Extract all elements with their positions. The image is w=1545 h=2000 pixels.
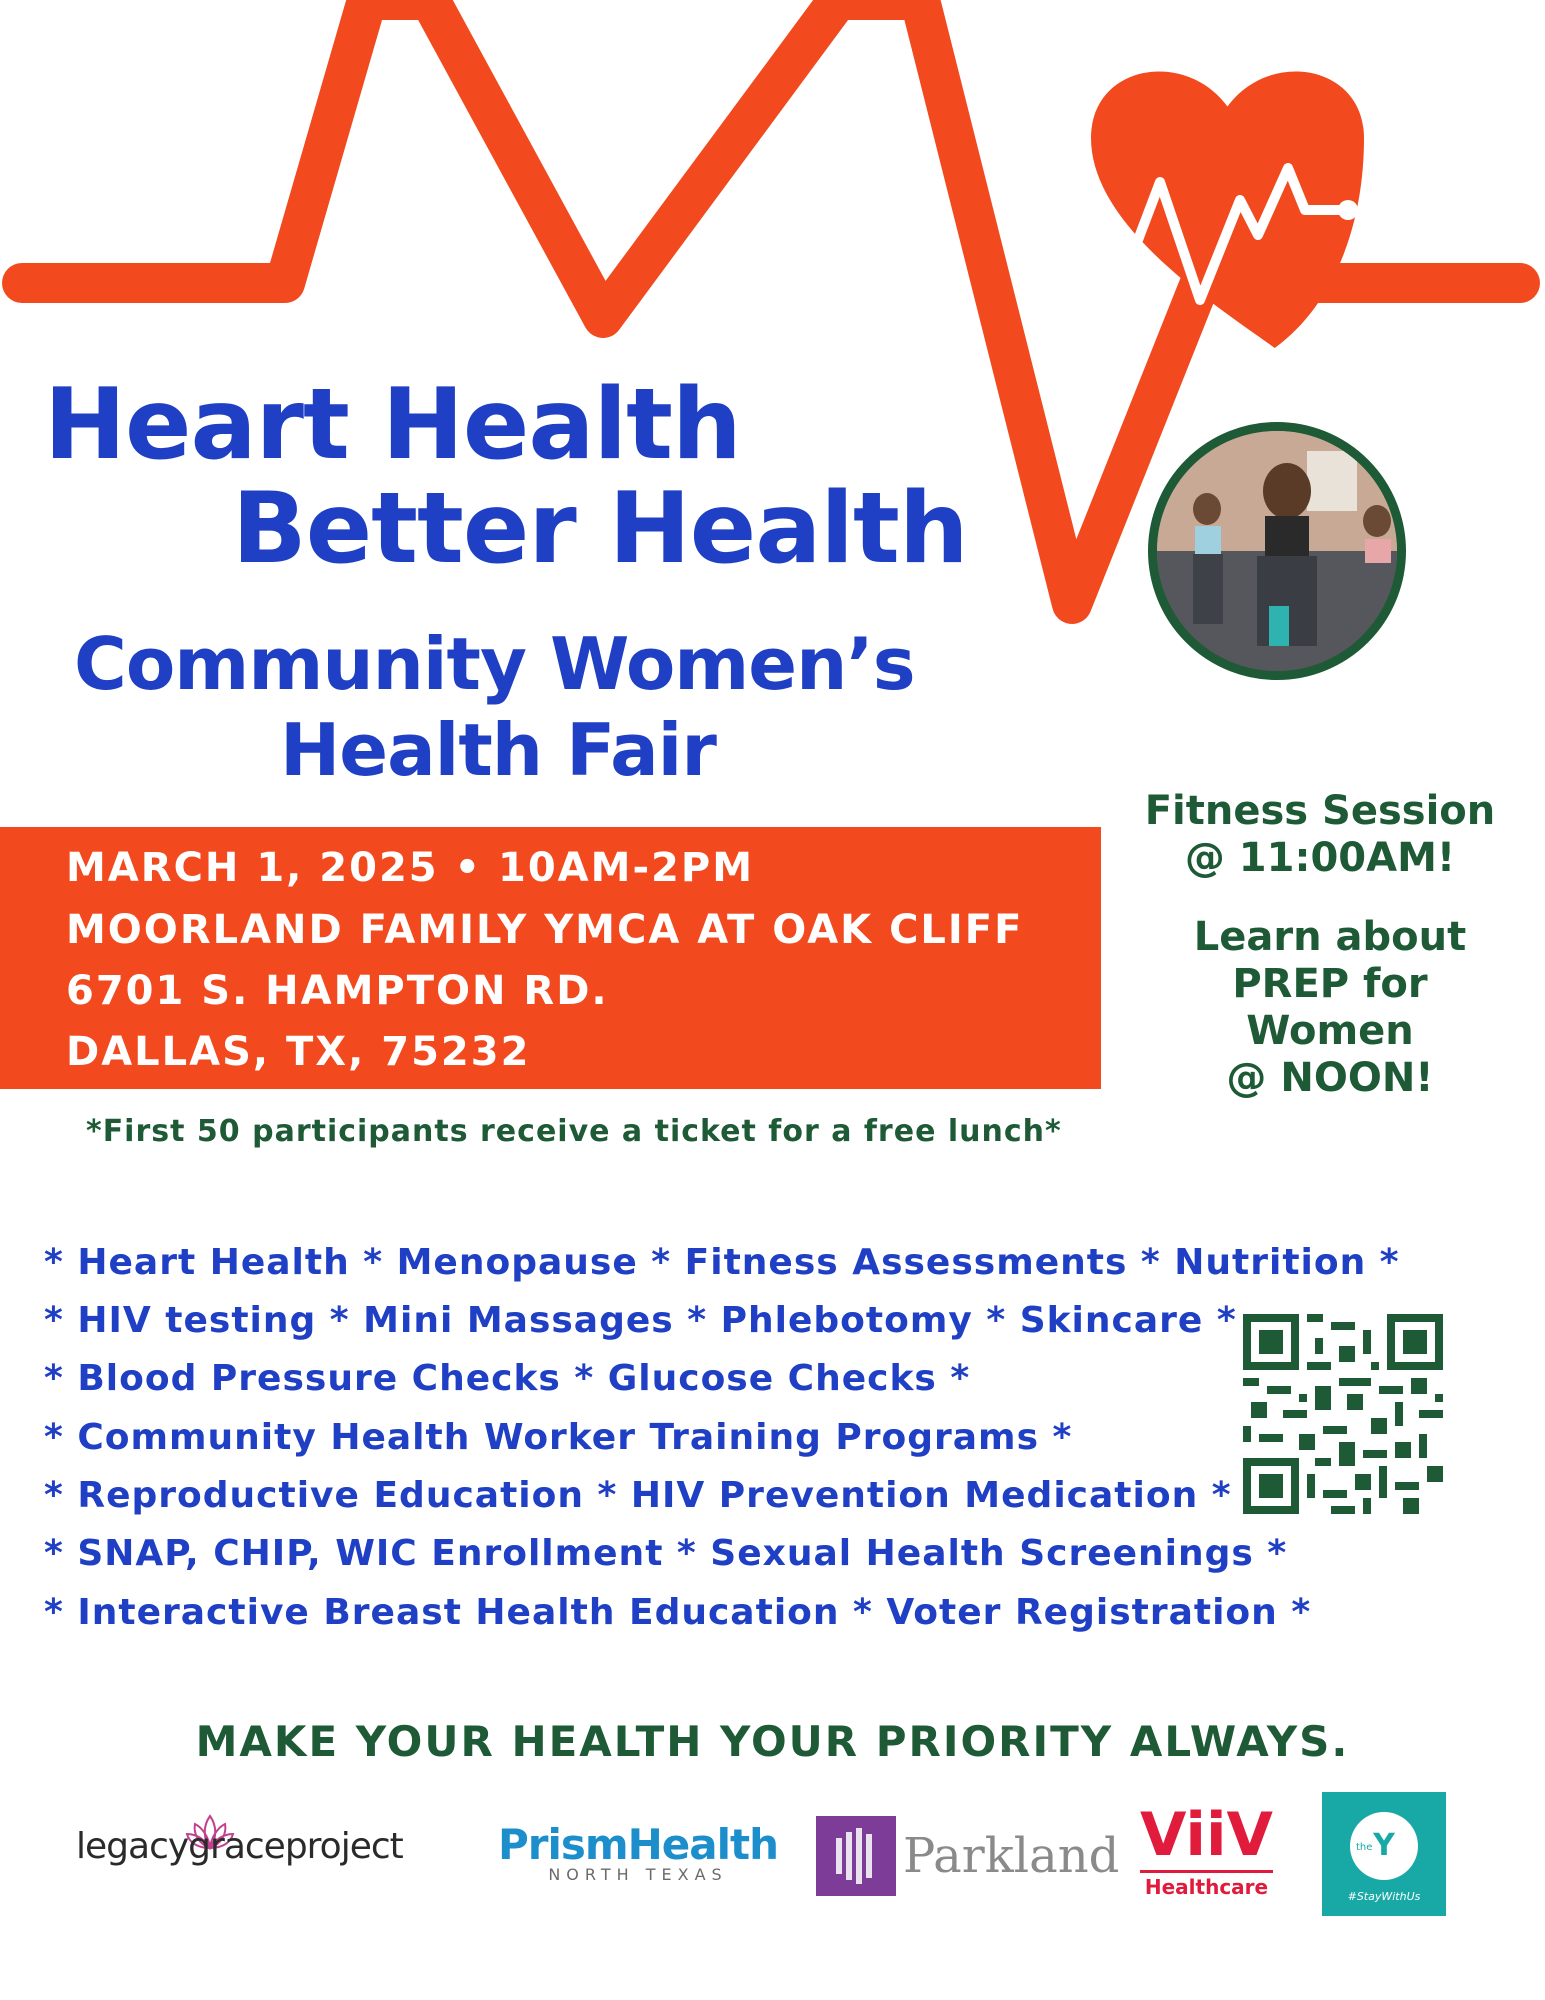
- prism-health-logo: [498, 1820, 778, 1884]
- ymca-the: the: [1356, 1842, 1373, 1853]
- viiv-sub: Healthcare: [1140, 1870, 1273, 1899]
- service-line: * Interactive Breast Health Education * Voter Registration *: [44, 1592, 1312, 1633]
- event-city: DALLAS, TX, 75232: [66, 1029, 531, 1075]
- prism-health-name: PrismHealth: [498, 1820, 779, 1869]
- title-line-2: Better Health: [232, 472, 968, 586]
- legacy-grace-project-logo: legacygraceproject: [76, 1826, 403, 1867]
- fitness-photo-figures: [1157, 431, 1397, 671]
- prep-line-1: Learn about: [1193, 914, 1467, 960]
- viiv-name: ViiV: [1140, 1800, 1273, 1870]
- priority-slogan: MAKE YOUR HEALTH YOUR PRIORITY ALWAYS.: [195, 1717, 1350, 1766]
- event-address: 6701 S. HAMPTON RD.: [66, 968, 609, 1014]
- prism-health-sub: NORTH TEXAS: [548, 1865, 728, 1884]
- ymca-letter: Y: [1373, 1828, 1395, 1863]
- service-line: * HIV testing * Mini Massages * Phlebotomy * Skincare *: [44, 1300, 1237, 1341]
- parkland-logo: Parkland: [903, 1828, 1120, 1884]
- lunch-note: *First 50 participants receive a ticket for a free lunch*: [86, 1114, 1062, 1149]
- fitness-line-1: Fitness Session: [1144, 788, 1496, 834]
- service-line: * SNAP, CHIP, WIC Enrollment * Sexual Health Screenings *: [44, 1533, 1288, 1574]
- prep-line-4: @ NOON!: [1226, 1055, 1434, 1101]
- viiv-healthcare-logo: [1140, 1800, 1273, 1899]
- ymca-hashtag: #StayWithUs: [1347, 1890, 1421, 1903]
- ymca-logo: [1322, 1792, 1446, 1916]
- service-line: * Community Health Worker Training Programs *: [44, 1417, 1073, 1458]
- parkland-emblem: [816, 1816, 896, 1896]
- fitness-line-2: @ 11:00AM!: [1184, 835, 1456, 881]
- event-date-time: MARCH 1, 2025 • 10AM-2PM: [66, 845, 754, 891]
- event-info-banner: [0, 827, 1101, 1089]
- service-line: * Heart Health * Menopause * Fitness Assessments * Nutrition *: [44, 1242, 1400, 1283]
- title-line-1: Heart Health: [44, 368, 741, 482]
- subtitle-line-2: Health Fair: [280, 708, 716, 792]
- subtitle-line-1: Community Women’s: [74, 622, 915, 706]
- service-line: * Reproductive Education * HIV Prevention Medication *: [44, 1475, 1232, 1516]
- prep-line-3: Women: [1246, 1008, 1414, 1054]
- prep-note: [1150, 914, 1510, 1102]
- service-line: * Blood Pressure Checks * Glucose Checks *: [44, 1358, 971, 1399]
- prep-line-2: PREP for: [1232, 961, 1428, 1007]
- qr-code-icon[interactable]: [1243, 1314, 1443, 1514]
- fitness-photo: [1148, 422, 1406, 680]
- fitness-session-note: [1130, 788, 1510, 882]
- event-venue: MOORLAND FAMILY YMCA AT OAK CLIFF: [66, 907, 1024, 953]
